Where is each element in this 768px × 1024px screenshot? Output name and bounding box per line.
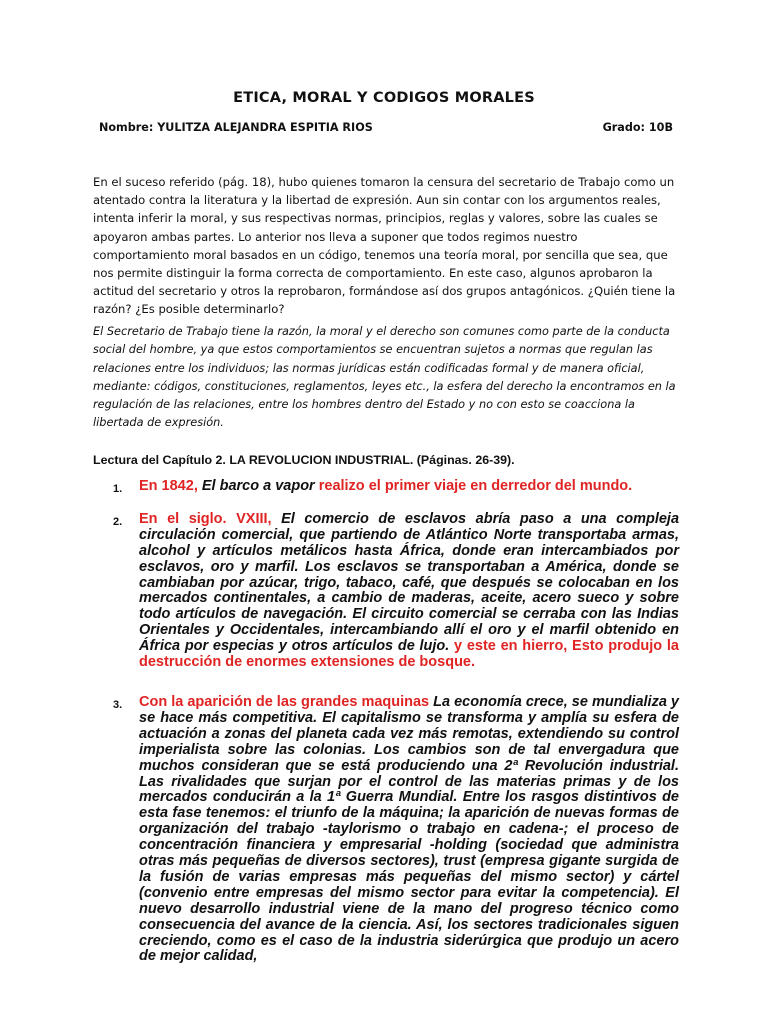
list-item-text (139, 479, 679, 495)
student-name: Nombre: YULITZA ALEJANDRA ESPITIA RIOS (99, 121, 373, 134)
highlight-red: realizo el primer viaje en derredor del mundo. (314, 478, 633, 494)
body-text: El comercio de esclavos abría paso a una compleja circulación comercial, que partiendo de Atlántico Norte transportaba armas, alcohol y artículos metálicos hasta África, donde eran intercambiados por esclavos, oro y marfil. Los esclavos se transportaban a América, donde se cambiaban por azúcar, trigo, tabaco, café, que después se colocaban en los mercados continentales, a cambio de maderas, aceite, acero sueco y sobre todo artículos de navegación. El circuito comercial se cerraba con las Indias Orientales y Occidentales, intercambiando allí el oro y el marfil obtenido en África por especias y otros artículos de lujo. (139, 510, 680, 655)
student-grade: Grado: 10B (602, 121, 673, 134)
student-info (99, 121, 679, 134)
list-item (107, 479, 679, 495)
highlight-red: En el siglo. VXIII, (139, 510, 272, 527)
answer-paragraph: El Secretario de Trabajo tiene la razón, la moral y el derecho son comunes como parte de la conducta social del hombre, ya que estos comportamientos se encuentran sujetos a normas que regulan las relaciones entre los individuos; las normas jurídicas están codificadas formal y de manera oficial, mediante: códigos, constituciones, reglamentos, leyes etc., la esfera del derecho la encontramos en la regulación de las relaciones, entre los hombres dentro del Estado y no con esto se coacciona la libertada de expresión. (93, 325, 676, 430)
question-paragraph: En el suceso referido (pág. 18), hubo quienes tomaron la censura del secretario de Trabajo como un atentado contra la literatura y la libertad de expresión. Aun sin contar con los argumentos reales, intenta inferir la moral, y sus respectivas normas, principios, reglas y valores, sobre las cuales se apoyaron ambas partes. Lo anterior nos lleva a suponer que todos regimos nuestro comportamiento moral basados en un código, tenemos una teoría moral, por sencilla que sea, que nos permite distinguir la forma correcta de comportamiento. En este caso, algunos aprobaron la actitud del secretario y otros la reprobaron, formándose así dos grupos antagónicos. ¿Quién tiene la razón? ¿Es posible determinarlo? (93, 175, 676, 317)
numbered-list (107, 479, 679, 965)
reading-heading: Lectura del Capítulo 2. LA REVOLUCION INDUSTRIAL. (Páginas. 26-39). (93, 453, 515, 467)
body-text: El barco a vapor (197, 478, 315, 494)
list-number: 1. (113, 483, 123, 495)
highlight-red: y este en hierro, Esto produjo la destrucción de enormes extensiones de bosque. (139, 638, 679, 671)
list-item (107, 512, 679, 671)
list-number: 2. (113, 515, 123, 528)
list-item-text (139, 695, 679, 965)
highlight-red: Con la aparición de las grandes maquinas (139, 693, 430, 710)
list-item (107, 695, 679, 965)
list-item-text (139, 512, 679, 671)
highlight-red: En 1842, (139, 478, 198, 494)
body-text: La economía crece, se mundializa y se hace más competitiva. El capitalismo se transforma y amplía su esfera de actuación a zonas del planeta cada vez más remotas, extendiendo su control imperialista sobre las colonias. Los cambios son de tal envergadura que muchos consideran que se está produciendo una 2ª Revolución industrial. Las rivalidades que surjan por el control de las materias primas y de los mercados conducirán a la 1ª Guerra Mundial. Entre los rasgos distintivos de esta fase tenemos: el triunfo de la máquina; la aparición de nuevas formas de organización del trabajo -taylorismo o trabajo en cadena-; el proceso de concentración financiera y empresarial -holding (sociedad que administra otras más pequeñas de diversos sectores), trust (empresa gigante surgida de la fusión de varias empresas más pequeñas del mismo sector) y cártel (convenio entre empresas del mismo sector para evitar la competencia). El nuevo desarrollo industrial viene de la mano del progreso técnico como consecuencia del avance de la ciencia. Así, los sectores tradicionales siguen creciendo, como es el caso de la industria siderúrgica que produjo un acero de mejor calidad, (139, 693, 679, 965)
document-title: ETICA, MORAL Y CODIGOS MORALES (233, 90, 535, 106)
list-number: 3. (113, 698, 123, 711)
